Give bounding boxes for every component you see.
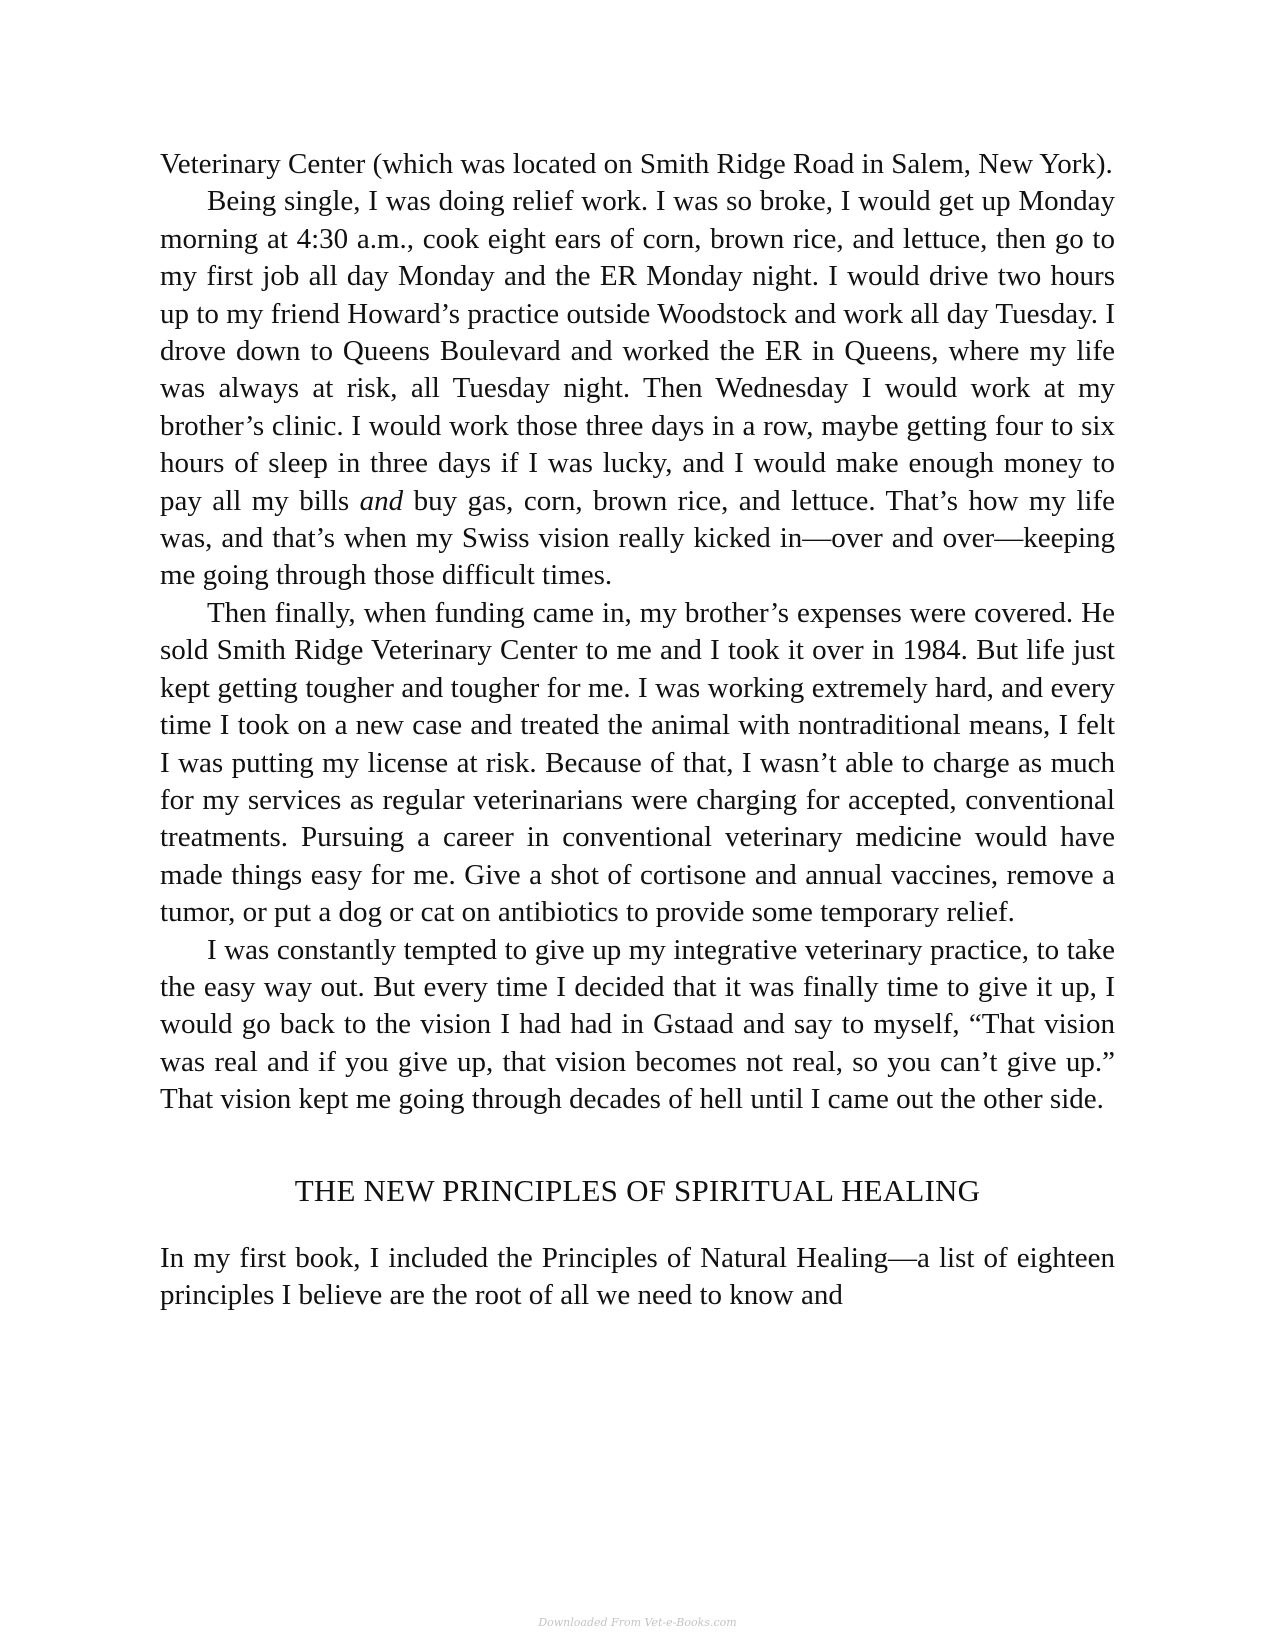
paragraph-3: Then finally, when funding came in, my brother’s expenses were covered. He sold Smith Ridge Veterinary Center to me and I took it over in 1984. But life just kept getting tougher and tougher for me. I was working extremely hard, and every time I took on a new case and treated the animal with nontraditional means, I felt I was putting my license at risk. Because of that, I wasn’t able to charge as much for my services as regular veterinarians were charging for accepted, conventional treatments. Pursuing a career in conventional veterinary medicine would have made things easy for me. Give a shot of cortisone and annual vaccines, remove a tumor, or put a dog or cat on antibiotics to provide some temporary relief. — [160, 596, 1115, 929]
footer-watermark: Downloaded From Vet-e-Books.com — [538, 1616, 737, 1629]
paragraph-2-part-2: buy gas, corn, brown rice, and lettuce. That’s how my life was, and that’s when my Swiss vision really kicked in—over and over—keeping me going through those difficult times. — [160, 484, 1115, 592]
section-paragraph: In my first book, I included the Principles of Natural Healing—a list of eighteen principles I believe are the root of all we need to know and — [160, 1241, 1115, 1311]
paragraph-2-emphasis: and — [359, 484, 404, 517]
page-body — [160, 146, 1115, 1314]
section-heading: THE NEW PRINCIPLES OF SPIRITUAL HEALING — [294, 1172, 981, 1208]
paragraph-2-part-1: Being single, I was doing relief work. I was so broke, I would get up Monday morning at 4:30 a.m., cook eight ears of corn, brown rice, and lettuce, then go to my first job all day Monday and the ER Monday night. I would drive two hours up to my friend Howard’s practice outside Woodstock and work all day Tuesday. I drove down to Queens Boulevard and worked the ER in Queens, where my life was always at risk, all Tuesday night. Then Wednesday I would work at my brother’s clinic. I would work those three days in a row, maybe getting four to six hours of sleep in three days if I was lucky, and I would make enough money to pay all my bills — [160, 185, 1115, 517]
paragraph-2 — [160, 183, 1115, 594]
paragraph-1: Veterinary Center (which was located on Smith Ridge Road in Salem, New York). — [160, 148, 1113, 180]
paragraph-4: I was constantly tempted to give up my integrative veterinary practice, to take the easy way out. But every time I decided that it was finally time to give it up, I would go back to the vision I had had in Gstaad and say to myself, “That vision was real and if you give up, that vision becomes not real, so you can’t give up.” That vision kept me going through decades of hell until I came out the other side. — [160, 933, 1115, 1116]
